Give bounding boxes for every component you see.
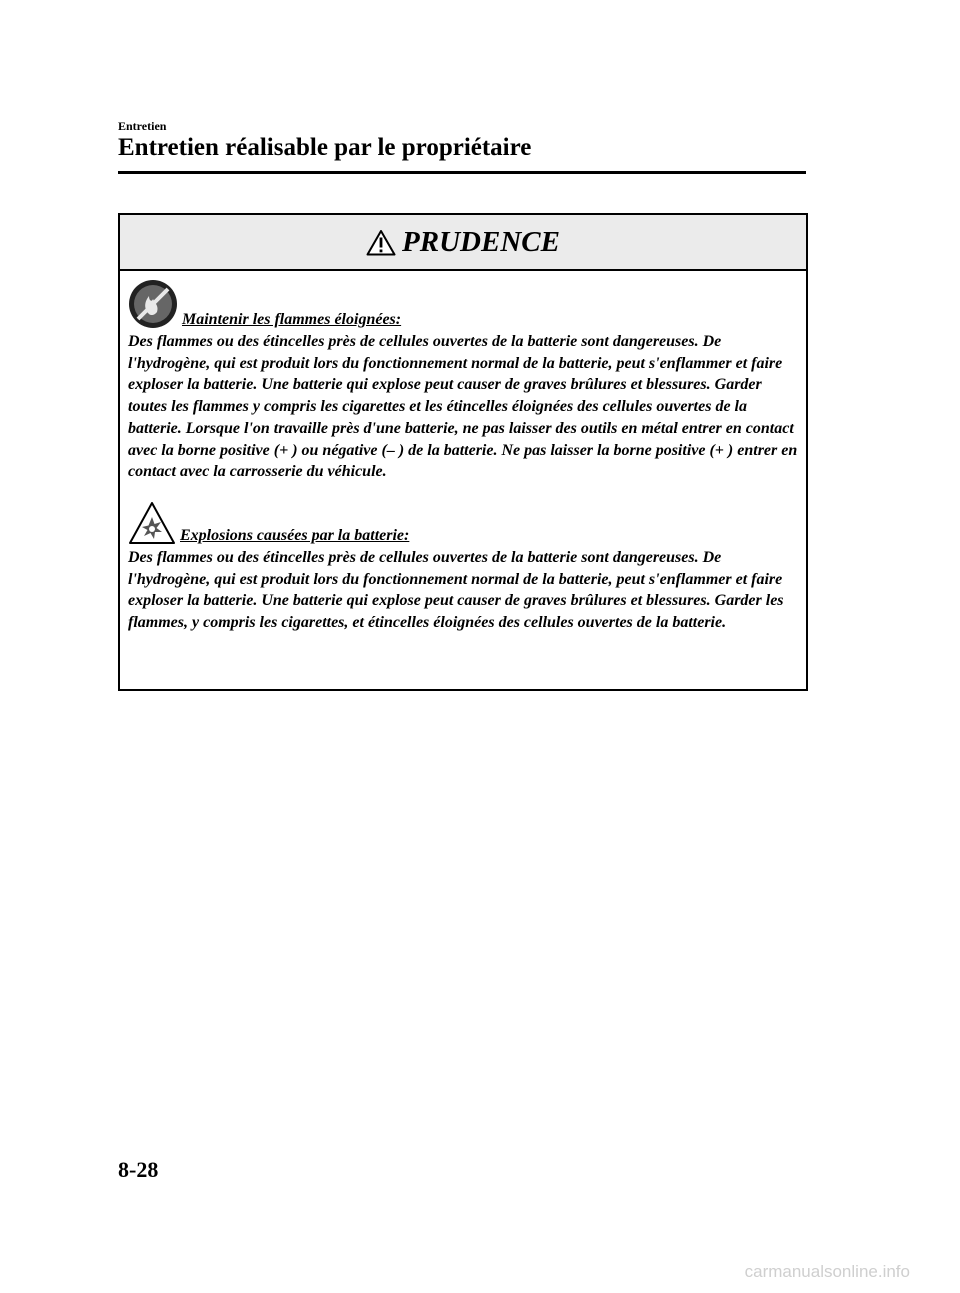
caution-item-text: Des flammes ou des étincelles près de cellules ouvertes de la batterie sont dangereuses. De l'hydrogène, qui est produit lors du fonctionnement normal de la batterie, peut s'enflammer et faire exploser la batterie. Une batterie qui explose peut causer de graves brûlures et blessures. Garder les flammes, y compris les cigarettes, et étincelles éloignées des cellules ouvertes de la batterie. xyxy=(128,549,784,632)
explosion-warning-icon xyxy=(128,501,176,545)
caution-item-head xyxy=(128,279,802,329)
caution-item-heading: Explosions causées par la batterie: xyxy=(180,527,410,544)
warning-triangle-icon xyxy=(366,229,396,256)
caution-header xyxy=(120,215,806,271)
caution-item-no-flames xyxy=(128,279,802,483)
caution-item-heading: Maintenir les flammes éloignées: xyxy=(182,311,402,328)
title-rule xyxy=(118,171,806,174)
watermark: carmanualsonline.info xyxy=(744,1262,910,1281)
no-flame-icon xyxy=(128,279,178,329)
page-title: Entretien réalisable par le propriétaire xyxy=(118,134,532,161)
section-label: Entretien xyxy=(118,119,167,133)
caution-item-text: Des flammes ou des étincelles près de cellules ouvertes de la batterie sont dangereuses. De l'hydrogène, qui est produit lors du fonctionnement normal de la batterie, peut s'enflammer et faire exploser la batterie. Une batterie qui explose peut causer de graves brûlures et blessures. Garder toutes les flammes y compris les cigarettes et les étincelles éloignées des cellules ouvertes de la batterie. Lorsque l'on travaille près d'une batterie, ne pas laisser des outils en métal entrer en contact avec la borne positive (+ ) ou négative (– ) de la batterie. Ne pas laisser la borne positive (+ ) entrer en contact avec la carrosserie du véhicule. xyxy=(128,333,798,481)
caution-box xyxy=(118,213,808,691)
caution-item-battery-explosions xyxy=(128,495,802,634)
caution-title: PRUDENCE xyxy=(402,225,560,258)
page-number: 8-28 xyxy=(118,1157,159,1182)
caution-item-head xyxy=(128,495,802,545)
